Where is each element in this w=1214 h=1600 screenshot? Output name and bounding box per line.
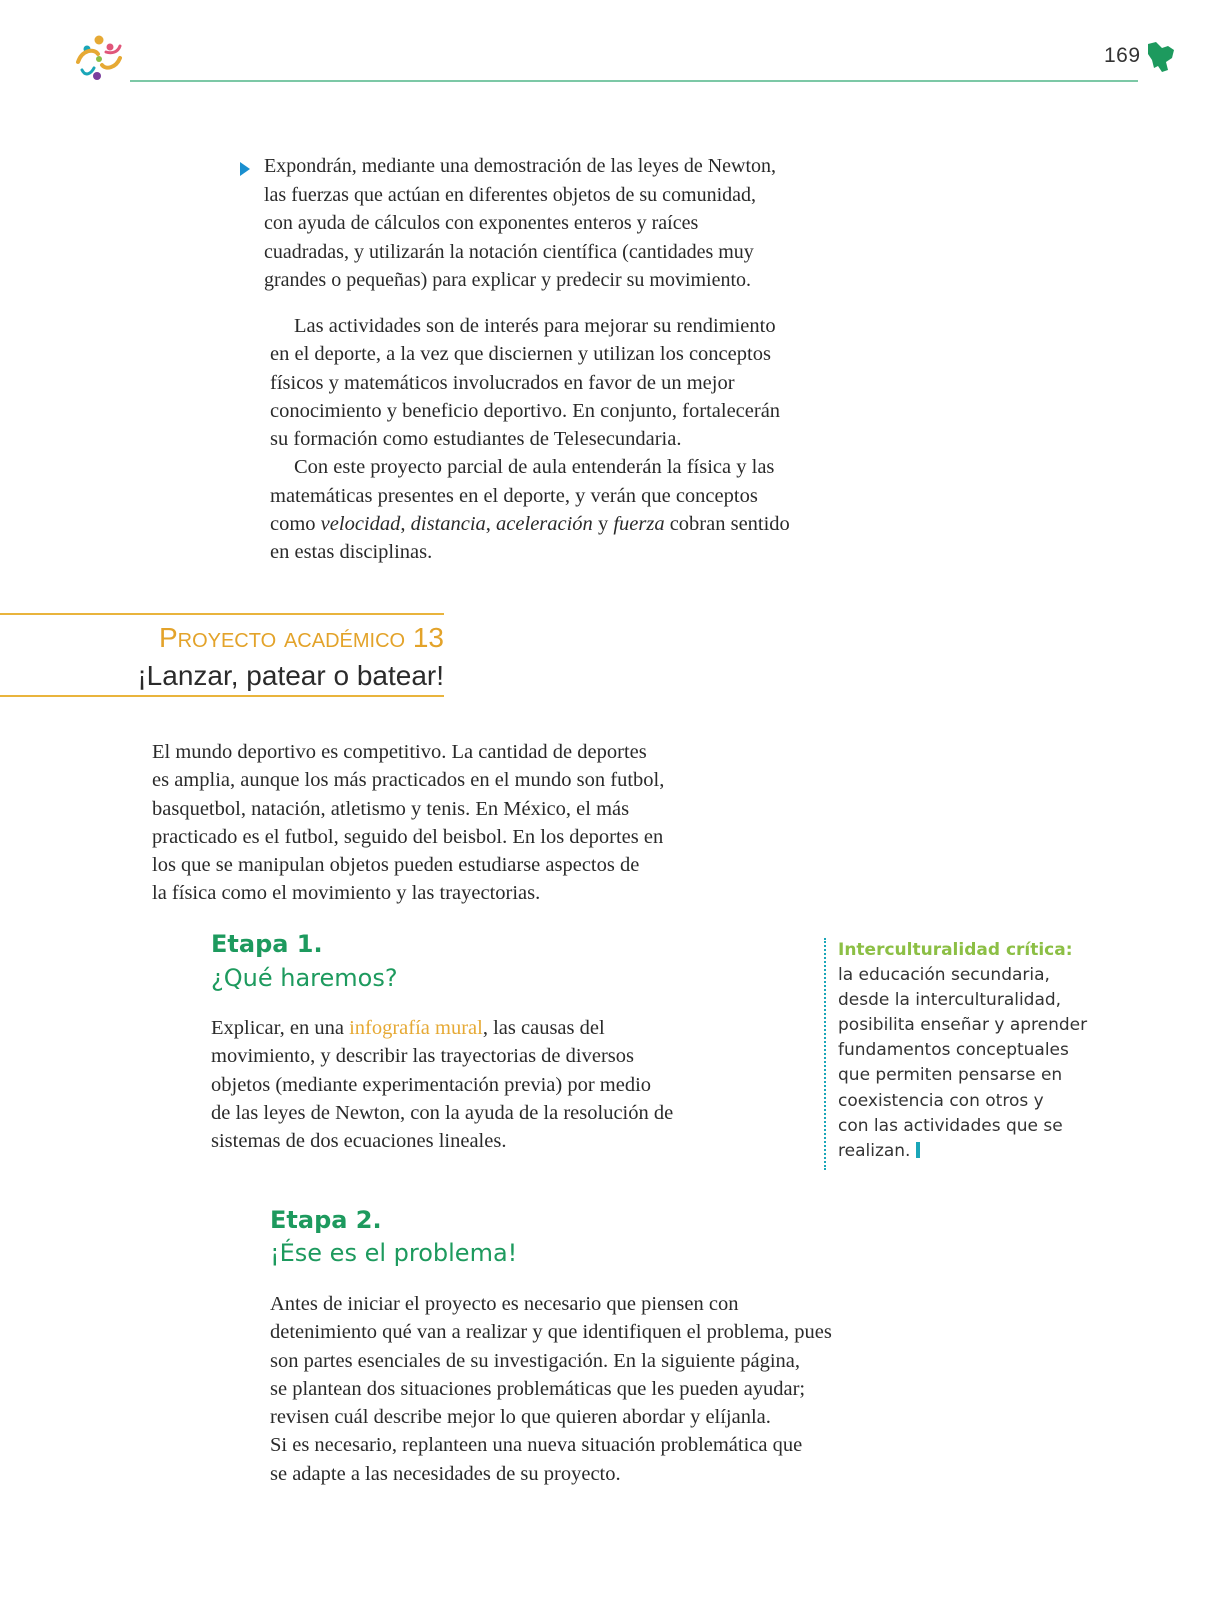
etapa1-line: sistemas de dos ecuaciones lineales. (211, 1130, 507, 1153)
text-run: como (270, 513, 321, 536)
etapa1-label: Etapa 1. (211, 930, 323, 958)
etapa2-label: Etapa 2. (270, 1206, 382, 1234)
bullet-line: Expondrán, mediante una demostración de las leyes de Newton, (264, 155, 777, 177)
etapa2-line: detenimiento qué van a realizar y que identifiquen el problema, pues (270, 1321, 832, 1344)
text-run: y (592, 513, 614, 536)
glossary-note (838, 938, 1118, 1164)
project-rule-top (0, 613, 444, 615)
etapa1-question: ¿Qué haremos? (211, 964, 398, 992)
intro-line: su formación como estudiantes de Telesecundaria. (270, 428, 682, 451)
etapa2-question: ¡Ése es el problema! (270, 1239, 518, 1267)
bullet-line: con ayuda de cálculos con exponentes enteros y raíces (264, 212, 699, 235)
intro-line: matemáticas presentes en el deporte, y verán que conceptos (270, 484, 758, 507)
text-run: , las causas del (482, 1017, 605, 1039)
dots-figure-logo-icon (72, 32, 126, 86)
end-mark-icon (916, 1142, 920, 1158)
mexico-map-icon (1146, 40, 1176, 74)
bullet-triangle-icon (240, 162, 250, 176)
term-distancia: distancia (410, 513, 486, 536)
project-title: Proyecto académico 13 (158, 622, 444, 653)
term-velocidad: velocidad (320, 513, 401, 536)
note-line: coexistencia con otros y (838, 1090, 1044, 1111)
etapa1-line (211, 1014, 751, 1042)
bullet-line: las fuerzas que actúan en diferentes objetos de su comunidad, (264, 183, 757, 206)
project-subtitle: ¡Lanzar, patear o batear! (137, 660, 444, 691)
note-line: posibilita enseñar y aprender (838, 1015, 1088, 1036)
page-number: 169 (1104, 44, 1141, 67)
note-line: fundamentos conceptuales (838, 1040, 1069, 1061)
note-line: realizan. (838, 1140, 911, 1161)
etapa2-line: se adapte a las necesidades de su proyecto. (270, 1462, 621, 1485)
bullet-text (264, 152, 824, 295)
context-line: los que se manipulan objetos pueden estudiarse aspectos de (152, 854, 640, 877)
note-line: que permiten pensarse en (838, 1065, 1063, 1086)
intro-line: Las actividades son de interés para mejorar su rendimiento (294, 315, 776, 337)
intro-line: en el deporte, a la vez que disciernen y utilizan los conceptos (270, 343, 771, 366)
note-title: Interculturalidad crítica: (838, 940, 1073, 960)
text-run: cobran sentido (664, 513, 790, 536)
note-last-line (838, 1139, 1118, 1164)
etapa1-line: movimiento, y describir las trayectorias de diversos (211, 1045, 634, 1068)
term-aceleracion: aceleración (496, 513, 593, 536)
text-run: , (485, 513, 497, 536)
intro-line: conocimiento y beneficio deportivo. En conjunto, fortalecerán (270, 399, 781, 422)
intro-paragraphs (270, 312, 870, 567)
etapa2-line: Antes de iniciar el proyecto es necesario que piensen con (270, 1293, 739, 1315)
note-line: desde la interculturalidad, (838, 990, 1062, 1011)
etapa1-line: objetos (mediante experimentación previa) por medio (211, 1073, 652, 1096)
bullet-line: grandes o pequeñas) para explicar y predecir su movimiento. (264, 269, 752, 292)
term-fuerza: fuerza (613, 513, 665, 536)
text-run: Explicar, en una (211, 1017, 350, 1039)
etapa2-text (270, 1290, 930, 1488)
header-rule (130, 80, 1138, 82)
etapa2-line: revisen cuál describe mejor lo que quieren abordar y elíjanla. (270, 1406, 771, 1429)
intro-line-terms (270, 510, 870, 538)
bullet-line: cuadradas, y utilizarán la notación científica (cantidades muy (264, 240, 754, 263)
context-line: practicado es el futbol, seguido del beisbol. En los deportes en (152, 825, 664, 848)
context-paragraph (152, 738, 752, 908)
context-line: basquetbol, natación, atletismo y tenis. En México, el más (152, 797, 630, 820)
etapa2-line: Si es necesario, replanteen una nueva situación problemática que (270, 1434, 803, 1457)
context-line: El mundo deportivo es competitivo. La cantidad de deportes (152, 741, 647, 763)
project-rule-bottom (0, 695, 444, 697)
etapa1-line: de las leyes de Newton, con la ayuda de la resolución de (211, 1101, 674, 1124)
note-line: la educación secundaria, (838, 965, 1050, 986)
note-line: con las actividades que se (838, 1115, 1063, 1136)
intro-line: físicos y matemáticos involucrados en favor de un mejor (270, 371, 735, 394)
etapa1-text (211, 1014, 751, 1155)
intro-line: Con este proyecto parcial de aula entenderán la física y las (294, 456, 775, 479)
etapa2-line: son partes esenciales de su investigación. En la siguiente página, (270, 1349, 800, 1372)
infografia-mural-link[interactable]: infografía mural (349, 1017, 483, 1039)
context-line: es amplia, aunque los más practicados en el mundo son futbol, (152, 769, 665, 792)
note-dotted-rule (824, 938, 826, 1170)
context-line: la física como el movimiento y las trayectorias. (152, 882, 541, 905)
etapa2-line: se plantean dos situaciones problemáticas que les pueden ayudar; (270, 1377, 806, 1400)
intro-line: en estas disciplinas. (270, 541, 433, 564)
text-run: , (400, 513, 411, 536)
